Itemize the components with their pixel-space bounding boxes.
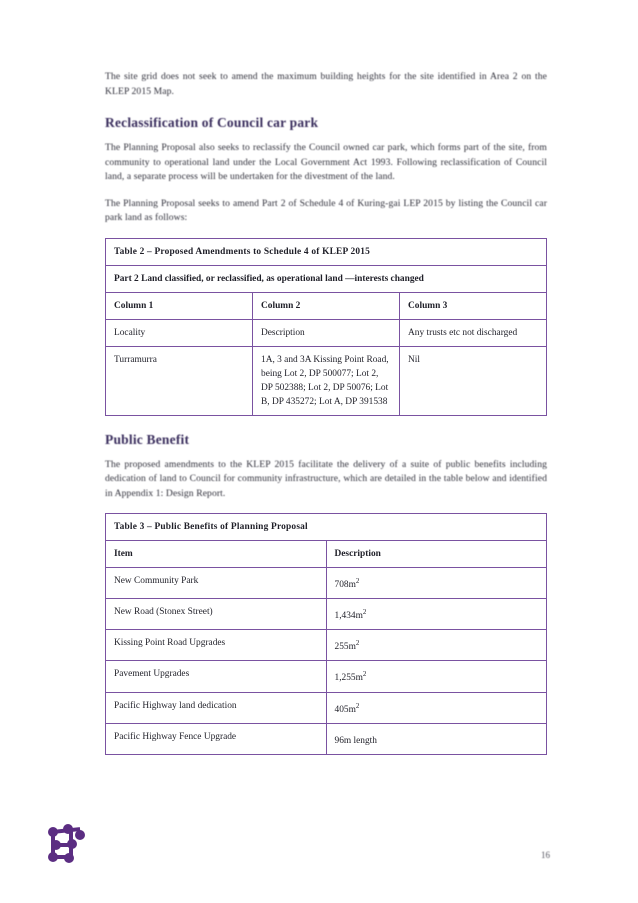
value-text: 405m: [334, 704, 356, 715]
table-row: [106, 568, 547, 599]
table-2-header-description: Description: [253, 319, 400, 346]
table-3-item-4: Pacific Highway land dedication: [106, 692, 327, 723]
unit-superscript: 2: [362, 608, 367, 617]
value-text: 708m: [334, 580, 356, 591]
table-row: [106, 723, 547, 754]
table-2-cell-description: 1A, 3 and 3A Kissing Point Road, being Lot 2, DP 500077; Lot 2, DP 502388; Lot 2, DP 50076; Lot B, DP 435272; Lot A, DP 391538: [253, 346, 400, 415]
table-2-proposed-amendments: [105, 238, 547, 416]
value-text: 1,434m: [334, 611, 363, 622]
table-3-item-1: New Road (Stonex Street): [106, 599, 327, 630]
table-row: [106, 265, 547, 292]
table-3-item-2: Kissing Point Road Upgrades: [106, 630, 327, 661]
value-text: 96m length: [334, 735, 377, 746]
table-row: [106, 319, 547, 346]
table-row: [106, 630, 547, 661]
value-text: 255m: [334, 642, 356, 653]
table-row: [106, 292, 547, 319]
table-3-description-0: [326, 568, 547, 599]
unit-superscript: 2: [355, 701, 360, 710]
paragraph-public-benefit: The proposed amendments to the KLEP 2015 facilitate the delivery of a suite of public benefits including dedication of land to Council for community infrastructure, which are detailed in the table below and identified in Appendix 1: Design Report.: [105, 458, 547, 499]
table-2-subtitle: Part 2 Land classified, or reclassified, as operational land —interests changed: [106, 265, 547, 292]
table-3-description-1: [326, 599, 547, 630]
table-3-title: Table 3 – Public Benefits of Planning Proposal: [106, 514, 547, 541]
table-3-header-item: Item: [106, 541, 327, 568]
table-3-description-4: [326, 692, 547, 723]
heading-public-benefit: Public Benefit: [105, 431, 190, 447]
table-row: [106, 514, 547, 541]
table-3-item-5: Pacific Highway Fence Upgrade: [106, 723, 327, 754]
table-3-header-description: Description: [326, 541, 547, 568]
table-3-description-3: [326, 661, 547, 692]
table-3-description-2: [326, 630, 547, 661]
table-2-cell-locality: Turramurra: [106, 346, 253, 415]
table-2-header-trusts: Any trusts etc not discharged: [400, 319, 547, 346]
unit-superscript: 2: [355, 639, 360, 648]
page-content: [105, 70, 547, 769]
table-3-public-benefits: [105, 513, 547, 755]
table-row: [106, 238, 547, 265]
table-row: [106, 692, 547, 723]
table-2-header-locality: Locality: [106, 319, 253, 346]
heading-reclassification: Reclassification of Council car park: [105, 115, 319, 130]
table-3-description-5: [326, 723, 547, 754]
paragraph-schedule-amendment: The Planning Proposal seeks to amend Part 2 of Schedule 4 of Kuring-gai LEP 2015 by listing the Council car park land as follows:: [105, 197, 547, 223]
table-3-item-0: New Community Park: [106, 568, 327, 599]
unit-superscript: 2: [362, 670, 367, 679]
table-row: [106, 661, 547, 692]
company-logo-icon: [42, 820, 90, 868]
table-3-item-3: Pavement Upgrades: [106, 661, 327, 692]
table-2-column-label-1: Column 1: [106, 292, 253, 319]
paragraph-reclassification: The Planning Proposal also seeks to reclassify the Council owned car park, which forms part of the site, from community to operational land under the Local Government Act 1993. Following reclassification of Council land, a separate process will be undertaken for the divestment of the land.: [105, 142, 547, 182]
table-2-column-label-3: Column 3: [400, 292, 547, 319]
table-2-title: Table 2 – Proposed Amendments to Schedule 4 of KLEP 2015: [106, 238, 547, 265]
table-row: [106, 346, 547, 415]
page-number: 16: [541, 850, 550, 860]
table-row: [106, 599, 547, 630]
unit-superscript: 2: [355, 577, 360, 585]
table-row: [106, 541, 547, 568]
paragraph-site-grid: The site grid does not seek to amend the maximum building heights for the site identified in Area 2 on the KLEP 2015 Map.: [105, 71, 547, 97]
value-text: 1,255m: [334, 673, 363, 684]
table-2-column-label-2: Column 2: [253, 292, 400, 319]
table-2-cell-trusts: Nil: [400, 346, 547, 415]
